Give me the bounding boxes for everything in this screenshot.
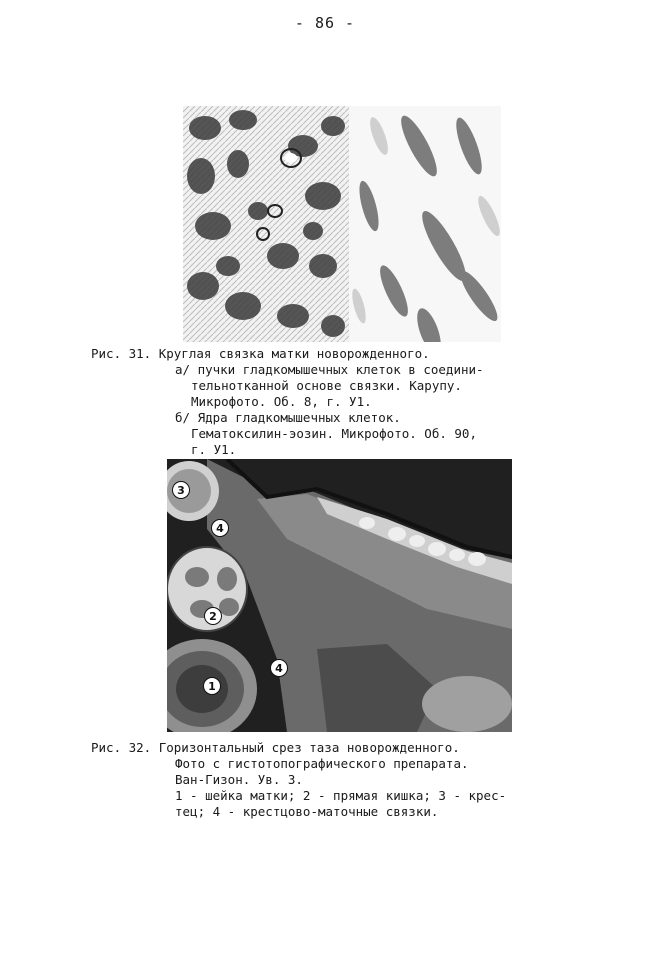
marker-1-cervix: 1 bbox=[203, 677, 221, 695]
marker-4-upper-ligament: 4 bbox=[211, 519, 229, 537]
figure-31b-micrograph bbox=[349, 106, 501, 342]
figure-31-part-a-line3: Микрофото. Об. 8, г. У1. bbox=[191, 394, 372, 409]
figure-31-caption bbox=[91, 346, 484, 458]
figure-31-part-b-line3: г. У1. bbox=[191, 442, 237, 457]
figure-31-part-b-line1: б/ Ядра гладкомышечных клеток. bbox=[175, 410, 401, 425]
figure-31-part-b-line2: Гематоксилин-эозин. Микрофото. Об. 90, bbox=[191, 426, 477, 441]
figure-32-title: Рис. 32. Горизонтальный срез таза новорожденного. bbox=[91, 740, 460, 755]
figure-32-legend-line1: 1 - шейка матки; 2 - прямая кишка; 3 - крес- bbox=[175, 788, 507, 803]
figure-32-histotopographic-photo bbox=[167, 459, 512, 732]
figure-31a-image bbox=[183, 106, 349, 342]
figure-32-line2: Фото с гистотопографического препарата. bbox=[175, 756, 469, 771]
figure-31-title: Рис. 31. Круглая связка матки новорожденного. bbox=[91, 346, 430, 361]
figure-32-line3: Ван-Гизон. Ув. 3. bbox=[175, 772, 303, 787]
marker-3-sacrum: 3 bbox=[172, 481, 190, 499]
marker-2-rectum: 2 bbox=[204, 607, 222, 625]
figure-31-part-a-line1: а/ пучки гладкомышечных клеток в соедини- bbox=[175, 362, 484, 377]
page-number: - 86 - bbox=[294, 14, 356, 32]
marker-4-lower-ligament: 4 bbox=[270, 659, 288, 677]
figure-32-caption bbox=[91, 740, 506, 820]
figure-31b-image bbox=[349, 106, 501, 342]
figure-31a-micrograph bbox=[183, 106, 349, 342]
figure-32-legend-line2: тец; 4 - крестцово-маточные связки. bbox=[175, 804, 439, 819]
figure-31-part-a-line2: тельнотканной основе связки. Карупу. bbox=[191, 378, 462, 393]
